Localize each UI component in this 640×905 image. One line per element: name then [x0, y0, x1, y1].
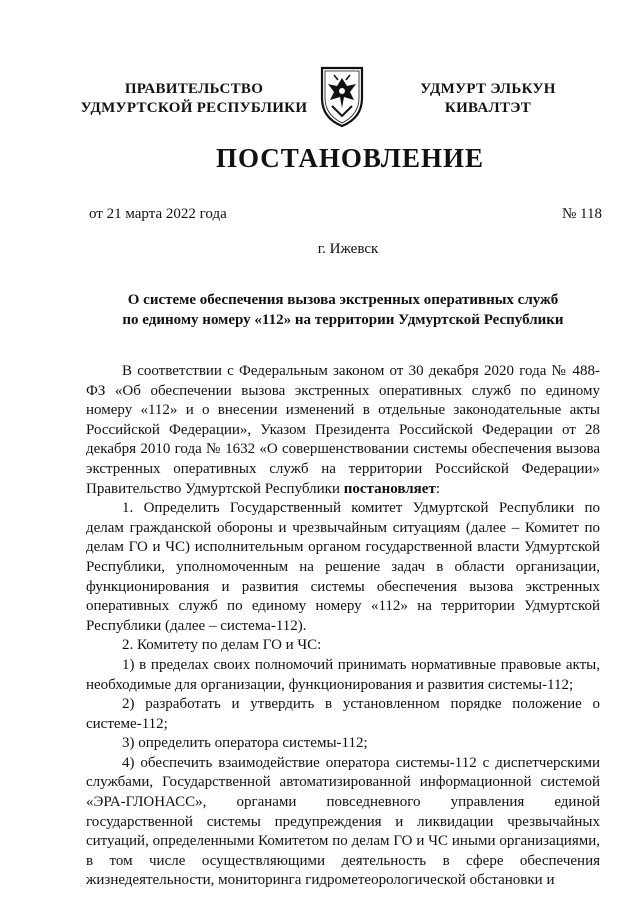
authority-udmurt-line-1: УДМУРТ ЭЛЬКУН [420, 81, 556, 97]
decree-colon: : [435, 480, 440, 497]
paragraph-item-1: 1. Определить Государственный комитет Удмуртской Республики по делам гражданской обороны и чрезвычайным ситуациям (далее – Комитет по делам ГО и ЧС) исполнительным органом государственной власти Удмуртской Республики, уполномоченным на решение задач в области организации, функционирования и развития системы обеспечения вызова экстренных оперативных служб по единому номеру «112» на территории Удмуртской Республики (далее – система-112). [86, 500, 600, 634]
preamble-text: В соответствии с Федеральным законом от 30 декабря 2020 года № 488-ФЗ «Об обеспечении вызова экстренных оперативных служб по единому номеру «112» и о внесении изменений в отдельные законодательные акты Российской Федерации», Указом Президента Российской Федерации от 28 декабря 2010 года № 1632 «О совершенствовании системы обеспечения вызова экстренных оперативных служб на территории Российской Федерации» Правительство Удмуртской Республики [86, 363, 600, 497]
paragraph-item-2: 2. Комитету по делам ГО и ЧС: [122, 637, 322, 654]
authority-line-1: ПРАВИТЕЛЬСТВО [124, 81, 264, 97]
title-line-2: по единому номеру «112» на территории Удмуртской Республики [122, 312, 564, 328]
document-number: № 118 [561, 206, 602, 222]
document-title [86, 290, 600, 330]
authority-name-russian [74, 80, 314, 118]
document-date: от 21 марта 2022 года [89, 206, 227, 222]
authority-udmurt-line-2: КИВАЛТЭТ [444, 100, 532, 116]
document-body [86, 362, 600, 891]
paragraph-item-2-4: 4) обеспечить взаимодействие оператора системы-112 с диспетчерскими службами, Государственной автоматизированной информационной системой «ЭРА-ГЛОНАСС», органами повседневного управления единой государственной системы предупреждения и ликвидации чрезвычайных ситуаций, определенными Комитетом по делам ГО и ЧС иными организациями, в том числе осуществляющими деятельность в сфере обеспечения жизнедеятельности, мониторинга гидрометеорологической обстановки и [86, 754, 600, 889]
preamble-paragraph [86, 362, 600, 499]
authority-line-2: УДМУРТСКОЙ РЕСПУБЛИКИ [80, 100, 308, 116]
authority-name-udmurt [398, 80, 578, 118]
decree-word: постановляет [343, 480, 436, 497]
document-place: г. Ижевск [317, 241, 379, 257]
paragraph-item-2-2: 2) разработать и утвердить в установленном порядке положение о системе-112; [86, 696, 600, 732]
document-type-heading: ПОСТАНОВЛЕНИЕ [215, 143, 485, 173]
title-line-1: О системе обеспечения вызова экстренных оперативных служб [127, 292, 559, 308]
paragraph-item-2-1: 1) в пределах своих полномочий принимать нормативные правовые акты, необходимые для организации, функционирования и развития системы-112; [86, 656, 600, 693]
paragraph-item-2-3: 3) определить оператора системы-112; [122, 735, 368, 752]
coat-of-arms-emblem [314, 64, 370, 128]
